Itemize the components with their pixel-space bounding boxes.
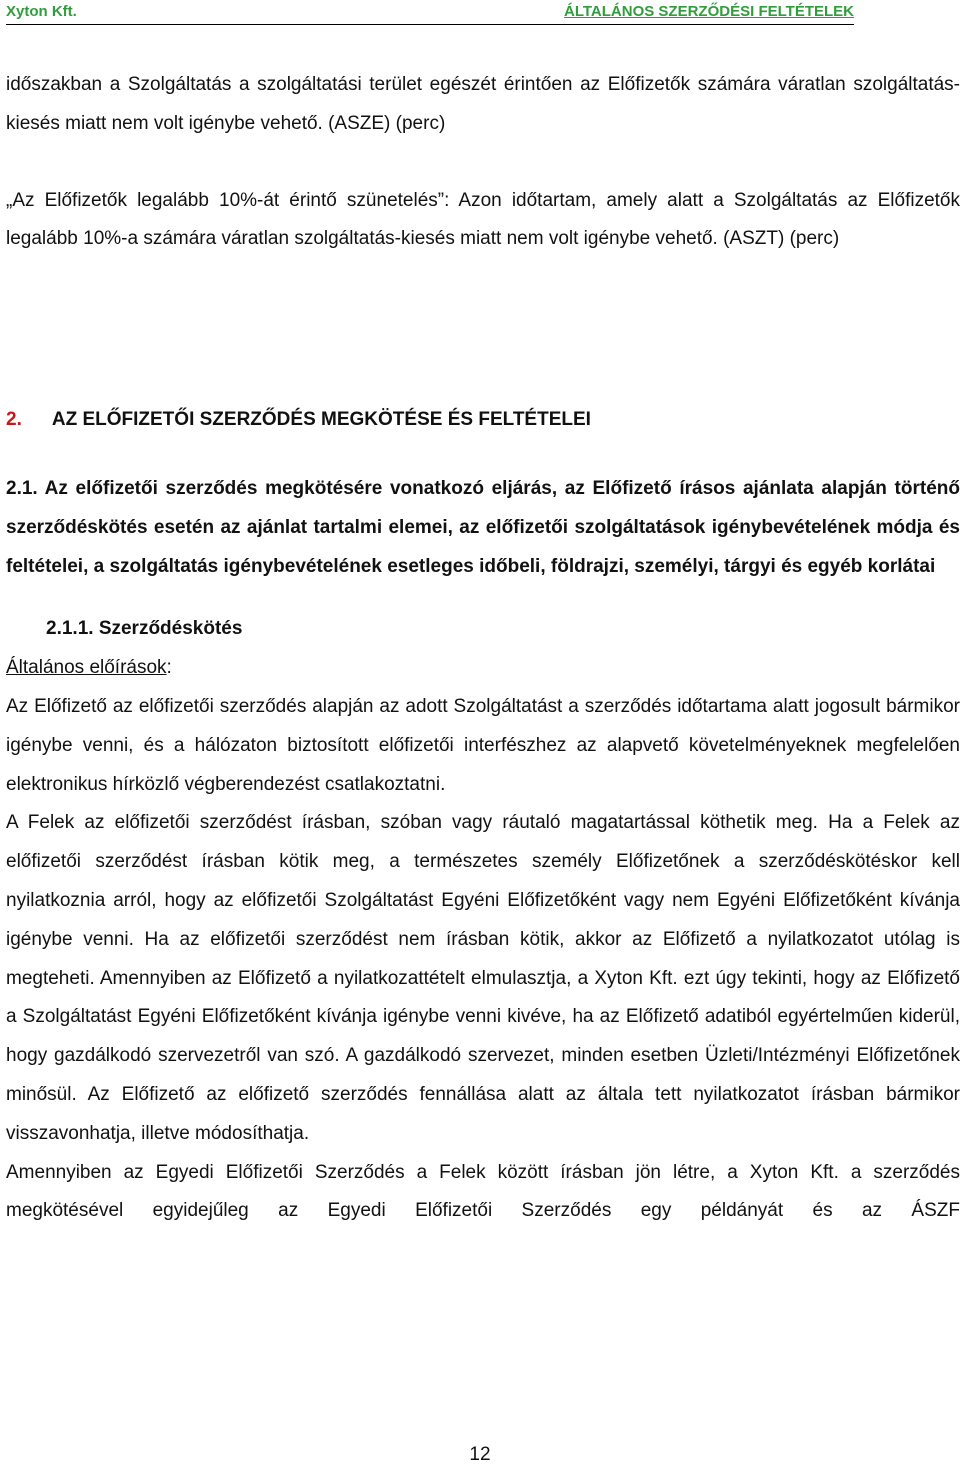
paragraph-aszt: „Az Előfizetők legalább 10%-át érintő szünetelés”: Azon időtartam, amely alatt a Szolgáltatás az Előfizetők legalább 10%-a számára váratlan szolgáltatás-kiesés miatt nem volt igénybe vehető. (ASZT) (perc) bbox=[6, 189, 960, 250]
page-header bbox=[6, 2, 854, 25]
paragraph-written-contract: Amennyiben az Egyedi Előfizetői Szerződés a Felek között írásban jön létre, a Xyton Kft. a szerződés megkötésével egyidejűleg az Egyedi Előfizetői Szerződés egy példányát és az ÁSZF bbox=[6, 1161, 960, 1222]
section-2-title: AZ ELŐFIZETŐI SZERZŐDÉS MEGKÖTÉSE ÉS FELTÉTELEI bbox=[51, 409, 591, 431]
general-rules-colon: : bbox=[166, 657, 172, 679]
general-rules-label bbox=[6, 649, 960, 688]
section-2-1-1-heading: 2.1.1. Szerződéskötés bbox=[46, 618, 243, 640]
document-title: ÁLTALÁNOS SZERZŐDÉSI FELTÉTELEK bbox=[564, 3, 854, 20]
paragraph-asze: időszakban a Szolgáltatás a szolgáltatási terület egészét érintően az Előfizetők számára váratlan szolgáltatás-kiesés miatt nem volt igénybe vehető. (ASZE) (perc) bbox=[6, 74, 960, 134]
section-2-1-heading: 2.1. Az előfizetői szerződés megkötésére vonatkozó eljárás, az Előfizető írásos ajánlata alapján történő szerződéskötés esetén az ajánlat tartalmi elemei, az előfizetői szolgáltatások igénybevételének módja és feltételei, a szolgáltatás igénybevételének esetleges időbeli, földrajzi, személyi, tárgyi és egyéb korlátai bbox=[6, 477, 960, 577]
section-2-heading bbox=[6, 401, 960, 440]
document-body bbox=[6, 66, 960, 1231]
general-rules-text: Általános előírások bbox=[6, 657, 167, 679]
section-2-number: 2. bbox=[6, 409, 22, 431]
page-number: 12 bbox=[469, 1444, 491, 1465]
company-name: Xyton Kft. bbox=[6, 3, 77, 20]
paragraph-contract-forms: A Felek az előfizetői szerződést írásban, szóban vagy ráutaló magatartással köthetik meg. Ha a Felek az előfizetői szerződést írásban kötik meg, a természetes személy Előfizetőnek a szerződéskötéskor kell nyilatkoznia arról, hogy az előfizetői Szolgáltatást Egyéni Előfizetőként vagy nem Egyéni Előfizetőként kívánja igénybe venni. Ha az előfizetői szerződést nem írásban kötik, akkor az Előfizető a nyilatkozatot utólag is megteheti. Amennyiben az Előfizető a nyilatkozattételt elmulasztja, a Xyton Kft. ezt úgy tekinti, hogy az Előfizető a Szolgáltatást Egyéni Előfizetőként kívánja igénybe venni kivéve, ha az Előfizető adatiból egyértelműen kiderül, hogy gazdálkodó szervezetről van szó. A gazdálkodó szervezet, minden esetben Üzleti/Intézményi Előfizetőnek minősül. Az Előfizető az előfizető szerződés fennállása alatt az általa tett nyilatkozatot írásban bármikor visszavonhatja, illetve módosíthatja. bbox=[6, 812, 960, 1144]
paragraph-subscriber-rights: Az Előfizető az előfizetői szerződés alapján az adott Szolgáltatást a szerződés időtartama alatt jogosult bármikor igénybe venni, és a hálózaton biztosított előfizetői interfészhez az alapvető követelményeknek megfelelően elektronikus hírközlő végberendezést csatlakoztatni. bbox=[6, 695, 960, 795]
